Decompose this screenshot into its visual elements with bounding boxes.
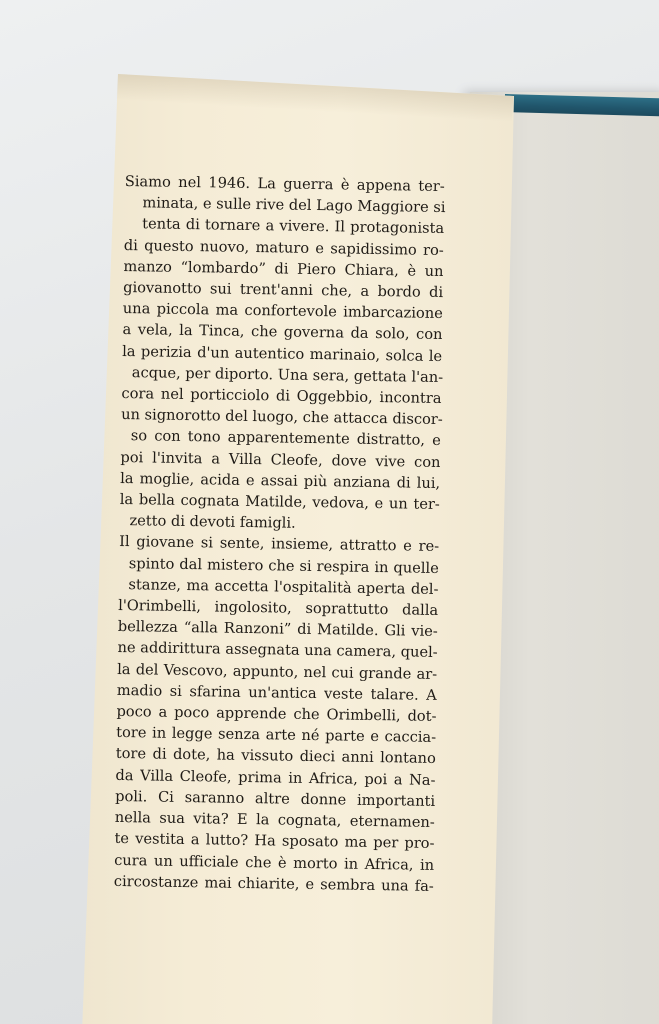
blurb-line: poli. Ci saranno altre donne importanti [115,787,436,810]
blurb-line: ne addirittura assegnata una camera, quel- [117,639,438,662]
blurb-line: cora nel porticciolo di Oggebbio, incontra [121,385,442,408]
blurb-line: so con tono apparentemente distratto, e [130,427,441,450]
blurb-line: tore di dote, ha vissuto dieci anni lontano [115,745,436,768]
blurb-line: una piccola ma confortevole imbarcazione [122,300,443,323]
blurb-line: giovanotto sui trent'anni che, a bordo di [123,279,444,302]
blurb-line: zetto di devoti famigli. [129,512,296,532]
blurb-line: la del Vescovo, appunto, nel cui grande ar- [117,660,438,683]
blurb-line: circostanze mai chiarite, e sembra una fa- [113,872,434,895]
blurb-line: Il giovane si sente, insieme, attratto e re- [119,533,440,556]
blurb-line: stanze, ma accetta l'ospitalità aperta del- [128,575,439,598]
blurb-line: madio si sfarina un'antica veste talare. A [116,681,437,704]
blurb-line: spinto dal mistero che si respira in quelle [128,554,439,577]
blurb-line: la moglie, acida e assai più anziana di lui, [120,469,441,492]
blurb-line: a vela, la Tinca, che governa da solo, con [122,321,443,344]
blurb-text [114,171,445,897]
blurb-line: la perizia d'un autentico marinaio, solca le [122,342,443,365]
blurb-line: l'Orimbelli, ingolosito, soprattutto dalla [118,597,439,620]
blurb-line: nella sua vita? E la cognata, eternamen- [114,809,435,832]
blurb-line: cura un ufficiale che è morto in Africa, in [114,851,435,874]
blurb-line: tore in legge senza arte né parte e caccia- [116,724,437,747]
blurb-line: tenta di tornare a vivere. Il protagonista [142,215,445,238]
blurb-line: Siamo nel 1946. La guerra è appena ter- [124,172,445,196]
blurb-line: acque, per diporto. Una sera, gettata l'an- [131,363,444,386]
blurb-line: bellezza “alla Ranzoni” di Matilde. Gli vie- [117,618,438,641]
blurb-line: te vestita a lutto? Ha sposato ma per pro- [114,830,435,853]
blurb-line: di questo nuovo, maturo e sapidissimo ro- [123,236,444,259]
blurb-line: un signorotto del luogo, che attacca discor- [121,406,443,429]
blurb-line: minata, e sulle rive del Lago Maggiore si [142,194,446,217]
blurb-line: manzo “lombardo” di Piero Chiara, è un [123,257,444,280]
blurb-line: da Villa Cleofe, prima in Africa, poi a Na- [115,766,436,789]
blurb-line: la bella cognata Matilde, vedova, e un ter- [119,491,440,514]
blurb-line: poco a poco apprende che Orimbelli, dot- [116,703,437,726]
blurb-line: poi l'invita a Villa Cleofe, dove vive con [120,448,441,471]
